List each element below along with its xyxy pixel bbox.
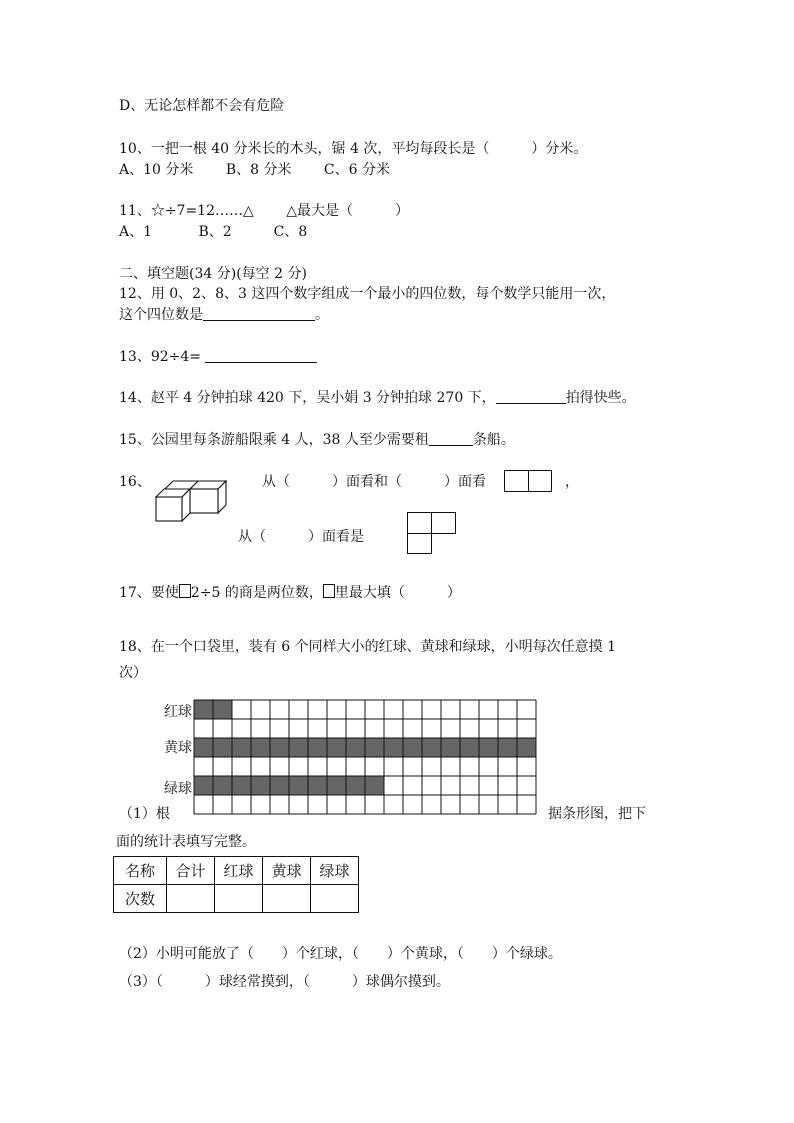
cube-stack-figure — [152, 476, 232, 524]
q16-view-square-2 — [528, 470, 552, 492]
table-answer-cell-red[interactable] — [215, 885, 263, 913]
q15-answer-blank[interactable] — [429, 431, 473, 446]
table-header-cell: 名称 — [114, 857, 167, 885]
q18-sub1-right: 据条形图，把下 — [548, 806, 646, 822]
chart-category-label-yellow: 黄球 — [164, 740, 192, 756]
q12-line1: 12、用 0、2、8、3 这四个数字组成一个最小的四位数，每个数学只能用一次， — [119, 286, 616, 302]
q17-line — [119, 584, 461, 602]
statistics-table — [113, 856, 359, 913]
q16-line1-end: ， — [565, 474, 579, 490]
q18-sub3: （3）（ ）球经常摸到，（ ）球偶尔摸到。 — [119, 974, 450, 990]
q12-line2-text: 这个四位数是 — [119, 307, 203, 323]
q12-answer-blank[interactable] — [203, 306, 315, 321]
q10-stem: 10、一把一根 40 分米长的木头，锯 4 次，平均每段长是（ ）分米。 — [119, 141, 588, 157]
q12-line2 — [119, 306, 329, 324]
q15-end: 条船。 — [472, 432, 515, 448]
q17-mid: 2÷5 的商是两位数， — [190, 585, 323, 601]
q16-view2-square-1 — [407, 512, 432, 534]
q14-answer-blank[interactable] — [496, 389, 566, 404]
table-row — [114, 857, 359, 885]
table-answer-cell-yellow[interactable] — [263, 885, 311, 913]
table-header-cell: 绿球 — [311, 857, 359, 885]
q9-option-d: D、无论怎样都不会有危险 — [119, 98, 285, 114]
q18-sub1-line2: 面的统计表填写完整。 — [116, 834, 256, 850]
table-row — [114, 885, 359, 913]
q17-post: 里最大填（ ） — [334, 585, 461, 601]
q15-text: 15、公园里每条游船限乘 4 人，38 人至少需要租 — [119, 432, 429, 448]
table-answer-cell-green[interactable] — [311, 885, 359, 913]
q14-end: 拍得快些。 — [565, 390, 636, 406]
q13-line — [119, 348, 317, 366]
q16-line1: 从（ ）面看和（ ）面看 — [262, 474, 486, 490]
table-header-cell: 黄球 — [263, 857, 311, 885]
table-row-label: 次数 — [114, 885, 167, 913]
q16-line2: 从（ ）面看是 — [238, 529, 364, 545]
q16-view-square-1 — [504, 470, 529, 492]
q18-line2: 次） — [119, 665, 147, 681]
q17-digit-box-2 — [323, 584, 335, 598]
q15-line — [119, 431, 515, 449]
q12-line2-end: 。 — [315, 307, 329, 323]
section2-title: 二、填空题(34 分)(每空 2 分) — [119, 266, 307, 282]
q17-pre: 17、要使 — [119, 585, 179, 601]
table-header-cell: 红球 — [215, 857, 263, 885]
q16-view2-square-2 — [431, 512, 456, 534]
q18-sub1-left: （1）根 — [119, 806, 170, 822]
table-header-cell: 合计 — [167, 857, 215, 885]
q16-view2-square-3 — [407, 533, 432, 554]
chart-category-label-green: 绿球 — [164, 781, 192, 797]
q10-options: A、10 分米 B、8 分米 C、6 分米 — [119, 162, 390, 178]
q14-line — [119, 389, 636, 407]
q18-sub2: （2）小明可能放了（ ）个红球，（ ）个黄球，（ ）个绿球。 — [119, 946, 562, 962]
q11-stem: 11、☆÷7=12……△ △最大是（ ） — [119, 203, 409, 219]
q18-line1: 18、在一个口袋里，装有 6 个同样大小的红球、黄球和绿球，小明每次任意摸 1 — [119, 639, 616, 655]
table-answer-cell-total[interactable] — [167, 885, 215, 913]
chart-category-label-red: 红球 — [164, 704, 192, 720]
q17-digit-box-1[interactable] — [179, 584, 191, 598]
q13-text: 13、92÷4= — [119, 349, 201, 365]
q16-number: 16、 — [119, 474, 151, 490]
q14-text: 14、赵平 4 分钟拍球 420 下，吴小娟 3 分钟拍球 270 下， — [119, 390, 496, 406]
bar-chart-grid — [194, 700, 536, 814]
q13-answer-blank[interactable] — [205, 348, 317, 363]
q11-options: A、1 B、2 C、8 — [119, 224, 308, 240]
